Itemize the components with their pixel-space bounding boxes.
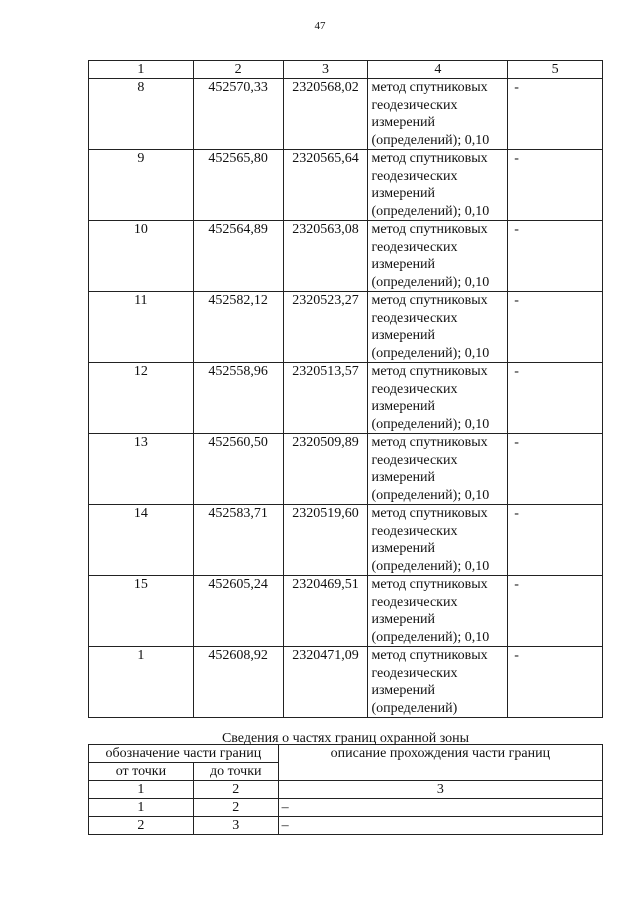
table-row xyxy=(89,150,603,221)
parts-header-row xyxy=(89,745,603,763)
coordinates-header-row xyxy=(89,61,603,79)
method-line: геодезических xyxy=(371,310,458,326)
table-row xyxy=(89,647,603,718)
table-row xyxy=(89,817,603,835)
method-line: измерений xyxy=(371,186,436,201)
method-line: метод спутниковых xyxy=(371,222,488,237)
y-coordinate: 2320565,64 xyxy=(283,150,368,221)
method-line: (определений); 0,10 xyxy=(371,274,490,290)
note: - xyxy=(508,505,603,576)
x-coordinate: 452558,96 xyxy=(193,363,283,434)
to-point: 2 xyxy=(193,799,278,817)
note: - xyxy=(508,79,603,150)
column-header: 2 xyxy=(193,61,283,79)
point-number: 9 xyxy=(89,150,194,221)
point-number: 11 xyxy=(89,292,194,363)
coordinates-table xyxy=(88,60,603,718)
note: - xyxy=(508,576,603,647)
method-line: (определений); 0,10 xyxy=(371,345,490,361)
method-line: геодезических xyxy=(371,239,458,255)
table-row xyxy=(89,576,603,647)
method-line: (определений); 0,10 xyxy=(371,132,490,148)
from-point-header: от точки xyxy=(89,763,194,781)
table-row xyxy=(89,505,603,576)
method-line: метод спутниковых xyxy=(371,435,488,450)
table-row xyxy=(89,363,603,434)
description: – xyxy=(278,799,602,817)
table-row xyxy=(89,292,603,363)
description-header: описание прохождения части границ xyxy=(278,745,602,781)
point-number: 13 xyxy=(89,434,194,505)
note: - xyxy=(508,150,603,221)
table-row xyxy=(89,434,603,505)
method-line: измерений xyxy=(371,612,436,627)
x-coordinate: 452582,12 xyxy=(193,292,283,363)
method-description xyxy=(368,505,508,576)
method-line: геодезических xyxy=(371,97,458,113)
method-description xyxy=(368,363,508,434)
table-row xyxy=(89,79,603,150)
method-line: измерений xyxy=(371,328,436,343)
x-coordinate: 452565,80 xyxy=(193,150,283,221)
column-number: 3 xyxy=(278,781,602,799)
note: - xyxy=(508,434,603,505)
method-description xyxy=(368,221,508,292)
description: – xyxy=(278,817,602,835)
method-line: метод спутниковых xyxy=(371,293,488,308)
column-header: 5 xyxy=(508,61,603,79)
coordinates-table-body xyxy=(89,79,603,718)
method-line: измерений xyxy=(371,470,436,485)
x-coordinate: 452583,71 xyxy=(193,505,283,576)
method-description xyxy=(368,647,508,718)
method-line: (определений); 0,10 xyxy=(371,416,490,432)
y-coordinate: 2320469,51 xyxy=(283,576,368,647)
method-line: геодезических xyxy=(371,381,458,397)
point-number: 14 xyxy=(89,505,194,576)
y-coordinate: 2320568,02 xyxy=(283,79,368,150)
parts-numbering-row xyxy=(89,781,603,799)
method-line: (определений) xyxy=(371,700,458,716)
y-coordinate: 2320523,27 xyxy=(283,292,368,363)
method-description xyxy=(368,79,508,150)
method-line: (определений); 0,10 xyxy=(371,203,490,219)
method-line: метод спутниковых xyxy=(371,364,488,379)
x-coordinate: 452570,33 xyxy=(193,79,283,150)
note: - xyxy=(508,292,603,363)
to-point: 3 xyxy=(193,817,278,835)
column-number: 1 xyxy=(89,781,194,799)
page-number: 47 xyxy=(314,20,326,32)
method-line: метод спутниковых xyxy=(371,80,488,95)
x-coordinate: 452608,92 xyxy=(193,647,283,718)
column-header: 1 xyxy=(89,61,194,79)
from-point: 1 xyxy=(89,799,194,817)
x-coordinate: 452560,50 xyxy=(193,434,283,505)
method-line: измерений xyxy=(371,683,436,698)
y-coordinate: 2320471,09 xyxy=(283,647,368,718)
method-line: (определений); 0,10 xyxy=(371,629,490,645)
note: - xyxy=(508,363,603,434)
point-number: 12 xyxy=(89,363,194,434)
part-designation-header: обозначение части границ xyxy=(89,745,279,763)
method-line: измерений xyxy=(371,541,436,556)
y-coordinate: 2320519,60 xyxy=(283,505,368,576)
table-row xyxy=(89,221,603,292)
x-coordinate: 452605,24 xyxy=(193,576,283,647)
point-number: 8 xyxy=(89,79,194,150)
method-description xyxy=(368,292,508,363)
method-line: измерений xyxy=(371,257,436,272)
y-coordinate: 2320509,89 xyxy=(283,434,368,505)
column-number: 2 xyxy=(193,781,278,799)
method-description xyxy=(368,434,508,505)
from-point: 2 xyxy=(89,817,194,835)
note: - xyxy=(508,647,603,718)
to-point-header: до точки xyxy=(193,763,278,781)
method-description xyxy=(368,150,508,221)
method-line: геодезических xyxy=(371,452,458,468)
column-header: 3 xyxy=(283,61,368,79)
method-line: метод спутниковых xyxy=(371,506,488,521)
method-line: метод спутниковых xyxy=(371,151,488,166)
method-line: геодезических xyxy=(371,523,458,539)
method-line: метод спутниковых xyxy=(371,648,488,663)
section-title: Сведения о частях границ охранной зоны xyxy=(221,731,470,746)
point-number: 15 xyxy=(89,576,194,647)
method-line: измерений xyxy=(371,399,436,414)
y-coordinate: 2320563,08 xyxy=(283,221,368,292)
boundary-parts-table xyxy=(88,744,603,835)
x-coordinate: 452564,89 xyxy=(193,221,283,292)
method-line: (определений); 0,10 xyxy=(371,558,490,574)
column-header: 4 xyxy=(368,61,508,79)
note: - xyxy=(508,221,603,292)
method-line: (определений); 0,10 xyxy=(371,487,490,503)
y-coordinate: 2320513,57 xyxy=(283,363,368,434)
method-line: геодезических xyxy=(371,168,458,184)
point-number: 1 xyxy=(89,647,194,718)
method-line: метод спутниковых xyxy=(371,577,488,592)
table-row xyxy=(89,799,603,817)
point-number: 10 xyxy=(89,221,194,292)
method-description xyxy=(368,576,508,647)
method-line: измерений xyxy=(371,115,436,130)
method-line: геодезических xyxy=(371,594,458,610)
method-line: геодезических xyxy=(371,665,458,681)
